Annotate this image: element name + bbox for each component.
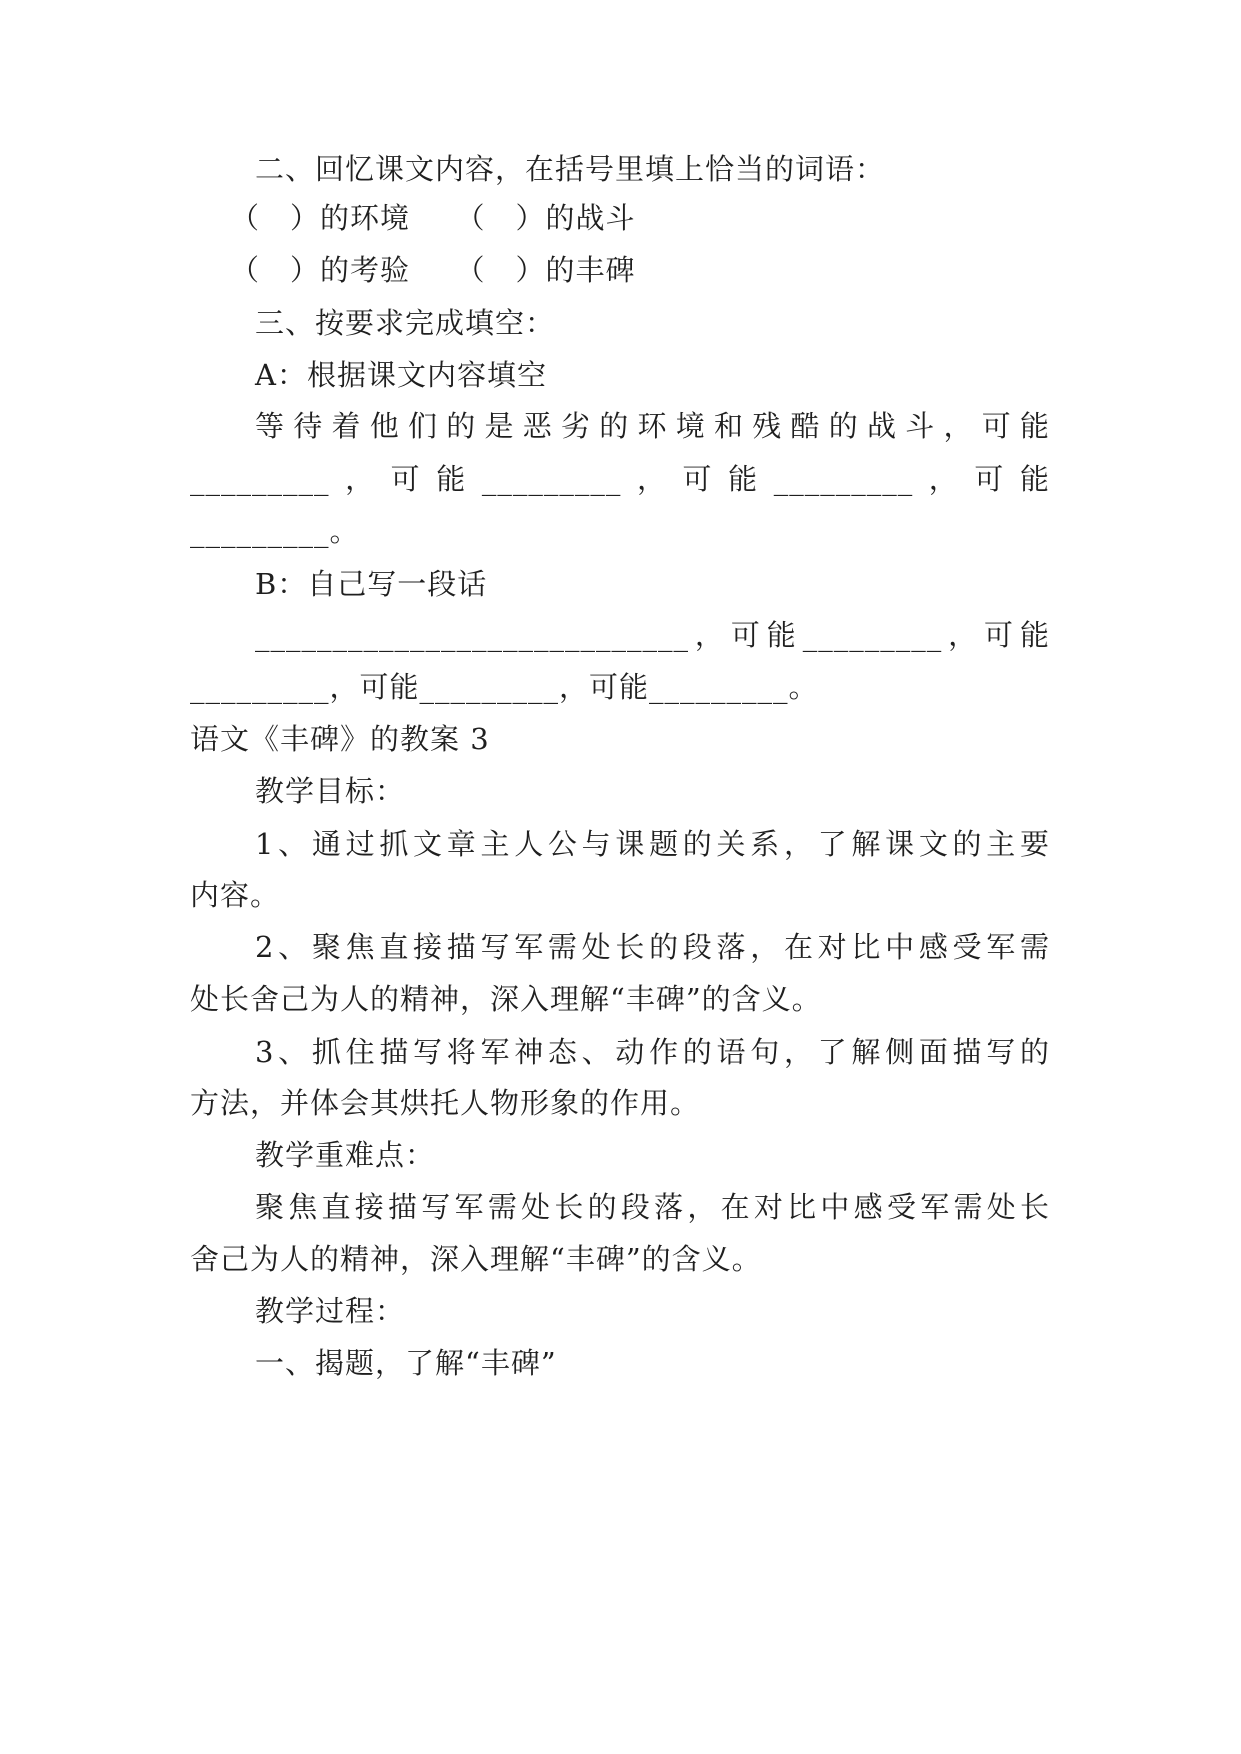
teaching-goals-heading: 教学目标： xyxy=(255,774,406,808)
section-two-heading: 二、回忆课文内容，在括号里填上恰当的词语： xyxy=(255,152,886,186)
goal-3-line-1: 3、抓住描写将军神态、动作的语句，了解侧面描写的 xyxy=(255,1035,1050,1069)
goal-2-line-2: 处长舍己为人的精神，深入理解“丰碑”的含义。 xyxy=(190,982,822,1016)
fill-blank-row-1: （ ）的环境 （ ）的战斗 xyxy=(230,201,636,235)
part-a-blanks-line: _________，可能_________，可能_________，可能 xyxy=(190,462,1050,496)
goal-3-line-2: 方法，并体会其烘托人物形象的作用。 xyxy=(190,1086,701,1120)
teaching-process-heading: 教学过程： xyxy=(255,1294,406,1328)
goal-1-line-1: 1、通过抓文章主人公与课题的关系，了解课文的主要 xyxy=(255,827,1050,861)
part-a-blank-end: _________。 xyxy=(190,514,360,548)
section-three-heading: 三、按要求完成填空： xyxy=(255,306,556,340)
lesson-plan-title: 语文《丰碑》的教案 3 xyxy=(190,722,490,756)
part-b-heading: B：自己写一段话 xyxy=(255,567,488,601)
step-one-heading: 一、揭题，了解“丰碑” xyxy=(255,1346,557,1380)
key-points-line-2: 舍己为人的精神，深入理解“丰碑”的含义。 xyxy=(190,1242,762,1276)
part-b-blank-end: _________，可能_________，可能_________。 xyxy=(190,670,819,704)
goal-2-line-1: 2、聚焦直接描写军需处长的段落，在对比中感受军需 xyxy=(255,930,1050,964)
part-a-heading: A：根据课文内容填空 xyxy=(255,358,547,392)
goal-1-line-2: 内容。 xyxy=(190,878,281,912)
fill-blank-row-2: （ ）的考验 （ ）的丰碑 xyxy=(230,253,636,287)
key-points-heading: 教学重难点： xyxy=(255,1138,436,1172)
key-points-line-1: 聚焦直接描写军需处长的段落，在对比中感受军需处长 xyxy=(255,1190,1050,1224)
part-b-blanks-line: ____________________________，可能_________，可能 xyxy=(255,618,1050,652)
part-a-sentence: 等待着他们的是恶劣的环境和残酷的战斗，可能 xyxy=(255,409,1050,443)
